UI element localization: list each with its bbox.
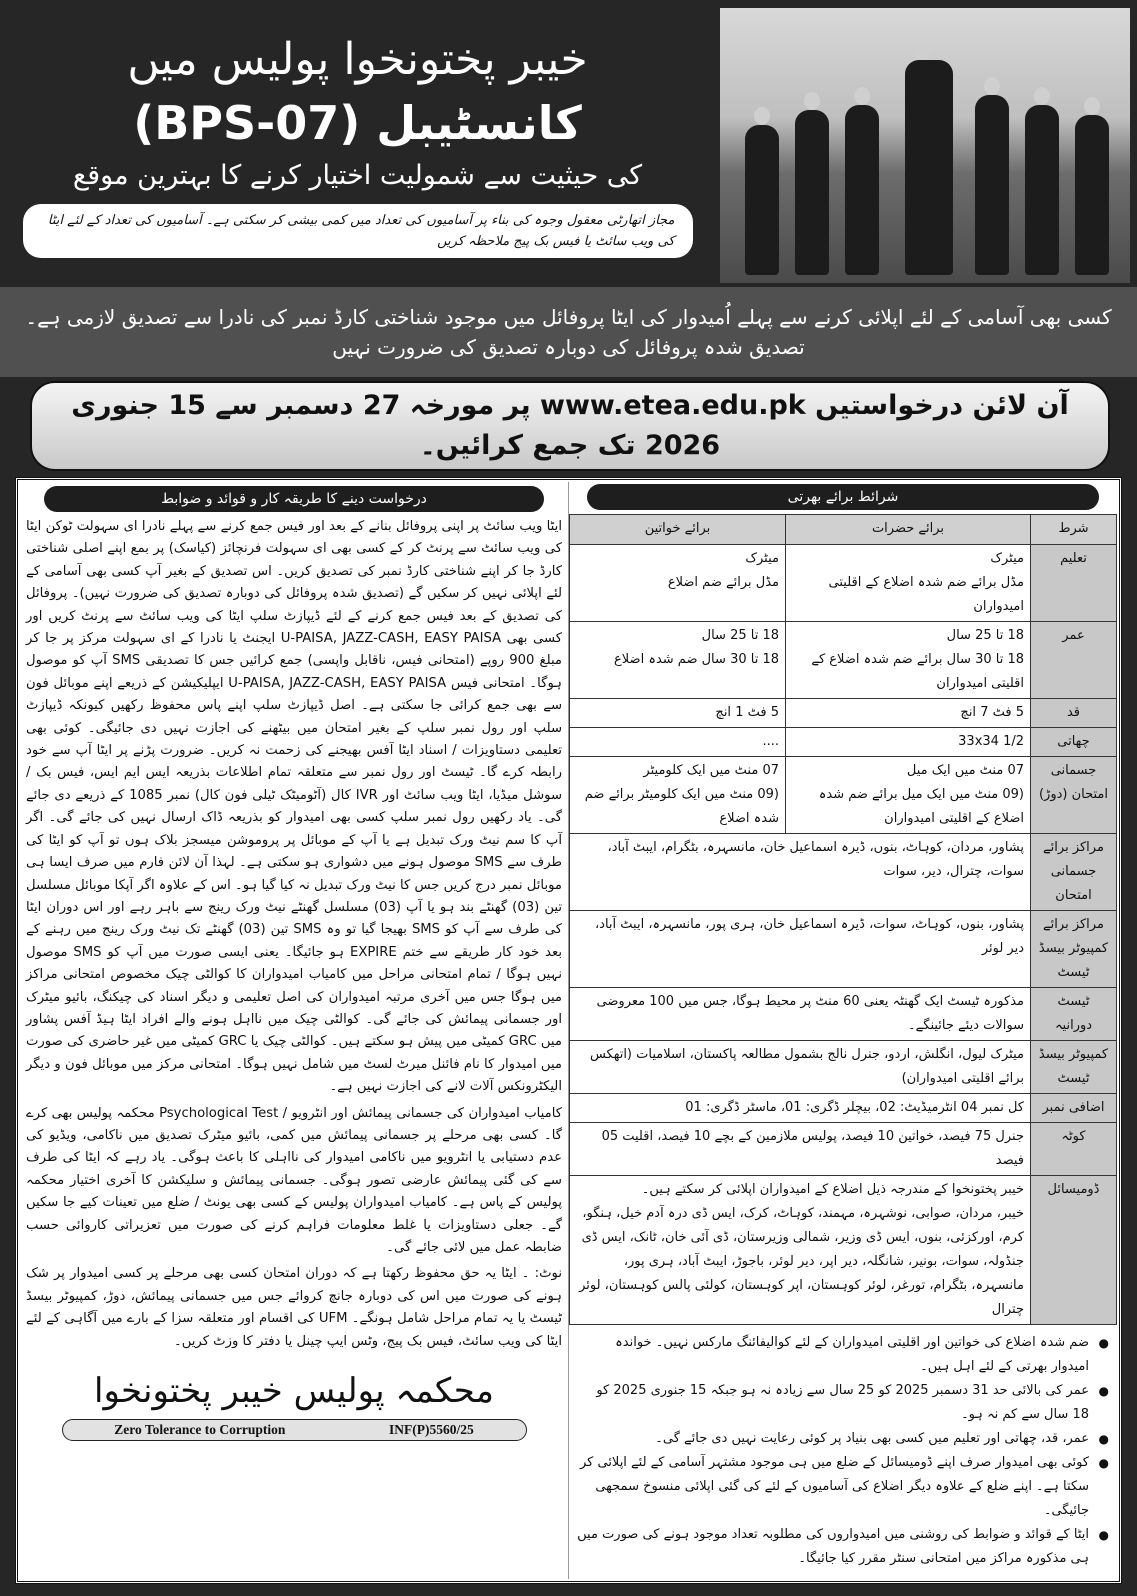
cell-men: 18 تا 25 سال 18 تا 30 سال برائے ضم شدہ اضلاع کے اقلیتی امیدواران [786,622,1031,699]
table-row [570,834,1117,911]
note-item: ● ضم شدہ اضلاع کی خواتین اور اقلیتی امیدواران کے لئے کوالیفائنگ مارکس نہیں۔ خواندہ امیدوار بھرتی کے لئے اہل ہیں۔ [569,1331,1117,1379]
cell-women: 07 منٹ میں ایک کلومیٹر (09 منٹ میں ایک کلومیٹر برائے ضم شدہ اضلاع [570,757,786,834]
cell-value: پشاور، بنوں، کوہاٹ، سوات، ڈیرہ اسماعیل خان، ہری پور، مانسہرہ، ایبٹ آباد، دیر لوئر [570,911,1031,988]
table-row [570,988,1117,1041]
column-header: شرط [1031,515,1117,545]
headline: خیبر پختونخوا پولیس میں [127,34,588,85]
cell-value: خیبر پختونخوا کے مندرجہ ذیل اضلاع کے امیدواران اپلائی کر سکتے ہیں۔ خیبر، مردان، صوابی، نوشہرہ، مہمند، کوہاٹ، کرک، ایس ڈی درہ آدم خیل، ہنگو، کرم، اورکزئی، بنوں، ایس ڈی وزیر، شمالی وزیرستان، ڈی آئی خان، ٹانک، ایس ڈی جنڈولہ، سوات، بونیر، شانگلہ، دیر اپر، دیر لوئر، باجوڑ، ایبٹ آباد، ہری پور، مانسہرہ، بٹگرام، تورغر، لوئر کوہستان، اپر کوہستان، کولئی پالس کوہستان، لوئر چترال [570,1176,1031,1325]
table-row [570,757,1117,834]
table-row [570,1123,1117,1176]
slogan: Zero Tolerance to Corruption [114,1422,286,1438]
table-row [570,545,1117,622]
cell-women: 18 تا 25 سال 18 تا 30 سال ضم شدہ اضلاع [570,622,786,699]
footer-strip [62,1419,527,1441]
table-row [570,1176,1117,1325]
table-header-row [570,515,1117,545]
apply-online-wrapper [0,377,1137,477]
note-item: ● عمر، قد، چھاتی اور تعلیم میں کسی بھی بنیاد پر کوئی رعایت نہیں دی جائے گی۔ [569,1427,1117,1451]
cell-label: اضافی نمبر [1031,1094,1117,1123]
cell-men: 07 منٹ میں ایک میل (09 منٹ میں ایک میل برائے ضم شدہ اضلاع کے اقلیتی امیدواران [786,757,1031,834]
cell-label: تعلیم [1031,545,1117,622]
table-row [570,1094,1117,1123]
procedure-section [20,482,569,1579]
cell-label: چھاتی [1031,728,1117,757]
cell-label: مراکز برائے جسمانی امتحان [1031,834,1117,911]
notes-list [569,1331,1117,1571]
cell-label: کوٹہ [1031,1123,1117,1176]
criteria-table [569,514,1117,1325]
cell-label: ڈومیسائل [1031,1176,1117,1325]
note-item: ● عمر کی بالائی حد 31 دسمبر 2025 کو 25 سال سے زیادہ نہ ہو جبکہ 15 جنوری 2025 کو 18 سال سے کم نہ ہو۔ [569,1379,1117,1427]
cell-women: میٹرک مڈل برائے ضم اضلاع [570,545,786,622]
column-header: برائے خواتین [570,515,786,545]
vacancy-notice: مجاز اتھارٹی معقول وجوہ کی بناء پر آسامیوں کی تعداد میں کمی بیشی کر سکتی ہے۔ آسامیوں کی تعداد کے لئے ایٹا کی ویب سائٹ یا فیس بک پیج ملاحظہ کریں [23,204,693,258]
table-row [570,1041,1117,1094]
cell-value: میٹرک لیول، انگلش، اردو، جنرل نالج بشمول مطالعہ پاکستان، اسلامیات (اتھکس برائے اقلیتی امیدواران) [570,1041,1031,1094]
column-header: برائے حضرات [786,515,1031,545]
post-title: کانسٹیبل (BPS-07) [133,96,582,150]
cell-value: مذکورہ ٹیسٹ ایک گھنٹہ یعنی 60 منٹ پر محیط ہوگا، جس میں 100 معروضی سوالات دیئے جائینگے۔ [570,988,1031,1041]
procedure-note: نوٹ: ۔ ایٹا یہ حق محفوظ رکھتا ہے کہ دوران امتحان کسی بھی مرحلے پر کسی امیدوار پر شک ہونے کی صورت میں اس کی دوبارہ جانچ کروائے جس میں جسمانی پیمائش، دوڑ، کمپیوٹر بیسڈ ٹیسٹ یا یہ تمام مراحل شامل ہونگے۔ UFM کی اقسام اور متعلقہ سزا کے بارے میں آگاہی کے لئے ایٹا کی ویب سائٹ، فیس بک پیج، وٹس ایپ چینل یا دفتر کا وزٹ کریں۔ [26,1266,563,1349]
cell-value: پشاور، مردان، کوہاٹ، بنوں، ڈیرہ اسماعیل خان، مانسہرہ، بٹگرام، ایبٹ آباد، سوات، چترال، دیر، سوات [570,834,1031,911]
cell-label: قد [1031,699,1117,728]
cell-women: 5 فٹ 1 انچ [570,699,786,728]
procedure-paragraph: کامیاب امیدواران کی جسمانی پیمائش اور انٹرویو / Psychological Test محکمہ پولیس بھی کرے گا۔ کسی بھی مرحلے پر جسمانی پیمائش میں کمی، بائیو میٹرک تصدیق میں ناکامی، ویڈیو کی عدم دستیابی یا انٹرویو میں ناکامی امیدوار کی نااہلی کا باعث ہوگی۔ یاد رہے کہ ایٹا کی طرف سے کی گئی پیمائش عارضی تصور ہوگی۔ جسمانی پیمائش و سلیکشن کا آخری اختیار محکمہ پولیس کے پاس ہے۔ کامیاب امیدواران پولیس کے کسی بھی یونٹ / ضلع میں تعینات کیے جا سکیں گے۔ جعلی دستاویزات یا غلط معلومات فراہم کرنے کی صورت میں تعزیراتی کاروائی حسب ضابطہ عمل میں لائی جائے گی۔ [26,1105,562,1255]
police-department-signature: محکمہ پولیس خیبر پختونخوا [94,1371,494,1412]
table-row [570,622,1117,699]
cell-men: میٹرک مڈل برائے ضم شدہ اضلاع کے اقلیتی امیدواران [786,545,1031,622]
cell-value: کل نمبر 04 انٹرمیڈیٹ: 02، بیچلر ڈگری: 01، ماسٹر ڈگری: 01 [570,1094,1031,1123]
police-parade-photo [720,8,1130,283]
headline-subtitle: کی حیثیت سے شمولیت اختیار کرنے کا بہترین موقع [72,160,643,191]
cell-label: عمر [1031,622,1117,699]
cell-men: 33x34 1/2 [786,728,1031,757]
criteria-heading: شرائط برائے بھرتی [587,484,1099,510]
note-item: ● کوئی بھی امیدوار صرف اپنے ڈومیسائل کے ضلع میں ہی موجود مشتہر آسامی کے لئے اپلائی کر سکتا ہے۔ اپنے ضلع کے علاوہ دیگر اضلاع کی آسامیوں کے لئے کی گئی اپلائی منسوخ سمجھی جائیگی۔ [569,1451,1117,1523]
advertisement-body [15,477,1122,1584]
criteria-section [569,482,1117,1579]
table-row [570,911,1117,988]
procedure-paragraph: ایٹا ویب سائٹ پر اپنی پروفائل بنانے کے بعد اور فیس جمع کرنے سے پہلے نادرا ای سہولت ٹوکن ایٹا کی ویب سائٹ سے پرنٹ کر کے کسی بھی ای سہولت فرنچائز (کیاسک) پر بمع اپنے اصلی شناختی کارڈ جا کر اپنے شناختی کارڈ نمبر کی تصدیق کریں۔ اس تصدیق کے بغیر آپ کسی بھی آسامی کے لئے اپلائی نہیں کر سکیں گے (تصدیق شدہ پروفائل کی دوبارہ تصدیق کی ضرورت نہیں)۔ پروفائل کی تصدیق کے بعد فیس جمع کرنے کے لئے ڈیپازٹ سلپ ایٹا کی ویب سائٹ سے پرنٹ کریں اور کسی بھی U-PAISA, JAZZ-CASH, EASY PAISA ایجنٹ یا نادرا کے ای سہولت مرکز پر جا کر مبلغ 900 روپے (امتحانی فیس، ناقابل واپسی) جمع کرائیں جس کا تصدیقی SMS آپ کو موصول ہوگا۔ امتحانی فیس U-PAISA, JAZZ-CASH, EASY PAISA ایپلیکیشن کے ذریعے اپنے موبائل فون سے بھی جمع کرائی جا سکتی ہے۔ اصل ڈیپازٹ سلپ اپنے پاس محفوظ رکھیں کیونکہ ڈیپازٹ سلپ اور رول نمبر سلپ کے بغیر امتحان میں بیٹھنے کی اجازت نہیں دی جائیگی۔ کوئی بھی تعلیمی دستاویزات / اسناد ایٹا آفس بھیجنے کی زحمت نہ کریں۔ ضرورت پڑنے پر ایٹا آپ سے خود رابطہ کرے گا۔ ٹیسٹ اور رول نمبر سے متعلقہ تمام اطلاعات بذریعہ ایس ایم ایس، فیس بک / سوشل میڈیا، ایٹا ویب سائٹ اور IVR کال (آٹومیٹک ٹیلی فون کال) نمبر 1085 کے ذریعے دی جائے گی۔ یاد رکھیں رول نمبر سلپ کسی بھی امیدوار کو بذریعہ ڈاک ارسال نہیں کی جائے گی۔ اگر آپ کا سم نیٹ ورک تبدیل ہے یا آپ کے موبائل پر پروموشن میسجز بلاک ہوں تو آپ کو ایٹا کی طرف سے SMS موصول ہونے میں دشواری ہو سکتی ہے۔ لہذا آن لائن فارم میں صرف ایسا ہی موبائل نمبر درج کریں جس کا نیٹ ورک تبدیل نہ کیا گیا ہو۔ اس کے علاوہ اگر آپکا موبائل مسلسل تین (03) گھنٹے بند ہو یا آپ (03) مسلسل گھنٹے نیٹ ورک رینج سے باہر رہے اور اس دوران ایٹا کی طرف سے آپ کو SMS بھیجا گیا تو وہ SMS تین (03) گھنٹے تک نیٹ ورک رینج میں رہنے کے بعد خود کار طریقے سے ختم EXPIRE ہو جائیگا۔ یعنی ایسی صورت میں آپ کو SMS موصول نہیں ہوگا / تمام امتحانی مراحل میں کامیاب امیدواران کا کوالٹی چیک مخصوص امتحانی مراکز میں ہوگا جس میں آخری مرتبہ امیدواران کی اصل تعلیمی و دیگر اسناد کی چیکنگ، بائیو میٹرک اور جسمانی پیمائش کی جائے گی۔ کوالٹی چیک میں نااہل ہونے والے افراد ایٹا ہیڈ آفس پشاور میں GRC کمیٹی میں پیش ہو سکتے ہیں۔ کوالٹی چیک یا GRC کمیٹی میں غیر حاضری کی صورت میں امیدوار کا نام فائنل میرٹ لسٹ میں شامل نہیں ہوگا۔ امتحانی مرکز میں موبائل فون و دیگر الیکٹرونکس آلات لانے کی اجازت نہیں ہے۔ [26,519,563,1095]
header [0,0,1137,287]
hero-text [0,0,715,287]
note-item: ● ایٹا کے قوائد و ضوابط کی روشنی میں امیدواروں کی مطلوبہ تعداد موجود ہونے کی صورت میں ہی مذکورہ مراکز میں امتحانی سنٹر مقرر کیا جائیگا۔ [569,1523,1117,1571]
cell-label: مراکز برائے کمپیوٹر بیسڈ ٹیسٹ [1031,911,1117,988]
cell-men: 5 فٹ 7 انچ [786,699,1031,728]
procedure-heading: درخواست دینے کا طریقہ کار و قوائد و ضوابط [44,486,544,512]
cell-women: .... [570,728,786,757]
cell-label: ٹیسٹ دورانیہ [1031,988,1117,1041]
reference-number: INF(P)5560/25 [388,1422,474,1438]
cell-value: جنرل 75 فیصد، خواتین 10 فیصد، پولیس ملازمین کے بچے 10 فیصد، اقلیت 05 فیصد [570,1123,1031,1176]
cell-label: کمپیوٹر بیسڈ ٹیسٹ [1031,1041,1117,1094]
cell-label: جسمانی امتحان (دوڑ) [1031,757,1117,834]
table-row [570,699,1117,728]
table-row [570,728,1117,757]
verification-banner: کسی بھی آسامی کے لئے اپلائی کرنے سے پہلے اُمیدوار کی ایٹا پروفائل میں موجود شناختی کارڈ نمبر کی نادرا سے تصدیق لازمی ہے۔ تصدیق شدہ پروفائل کی دوبارہ تصدیق کی ضرورت نہیں [0,287,1137,377]
apply-online-banner: آن لائن درخواستیں www.etea.edu.pk پر مورخہ 27 دسمبر سے 15 جنوری 2026 تک جمع کرائیں۔ [30,381,1110,471]
